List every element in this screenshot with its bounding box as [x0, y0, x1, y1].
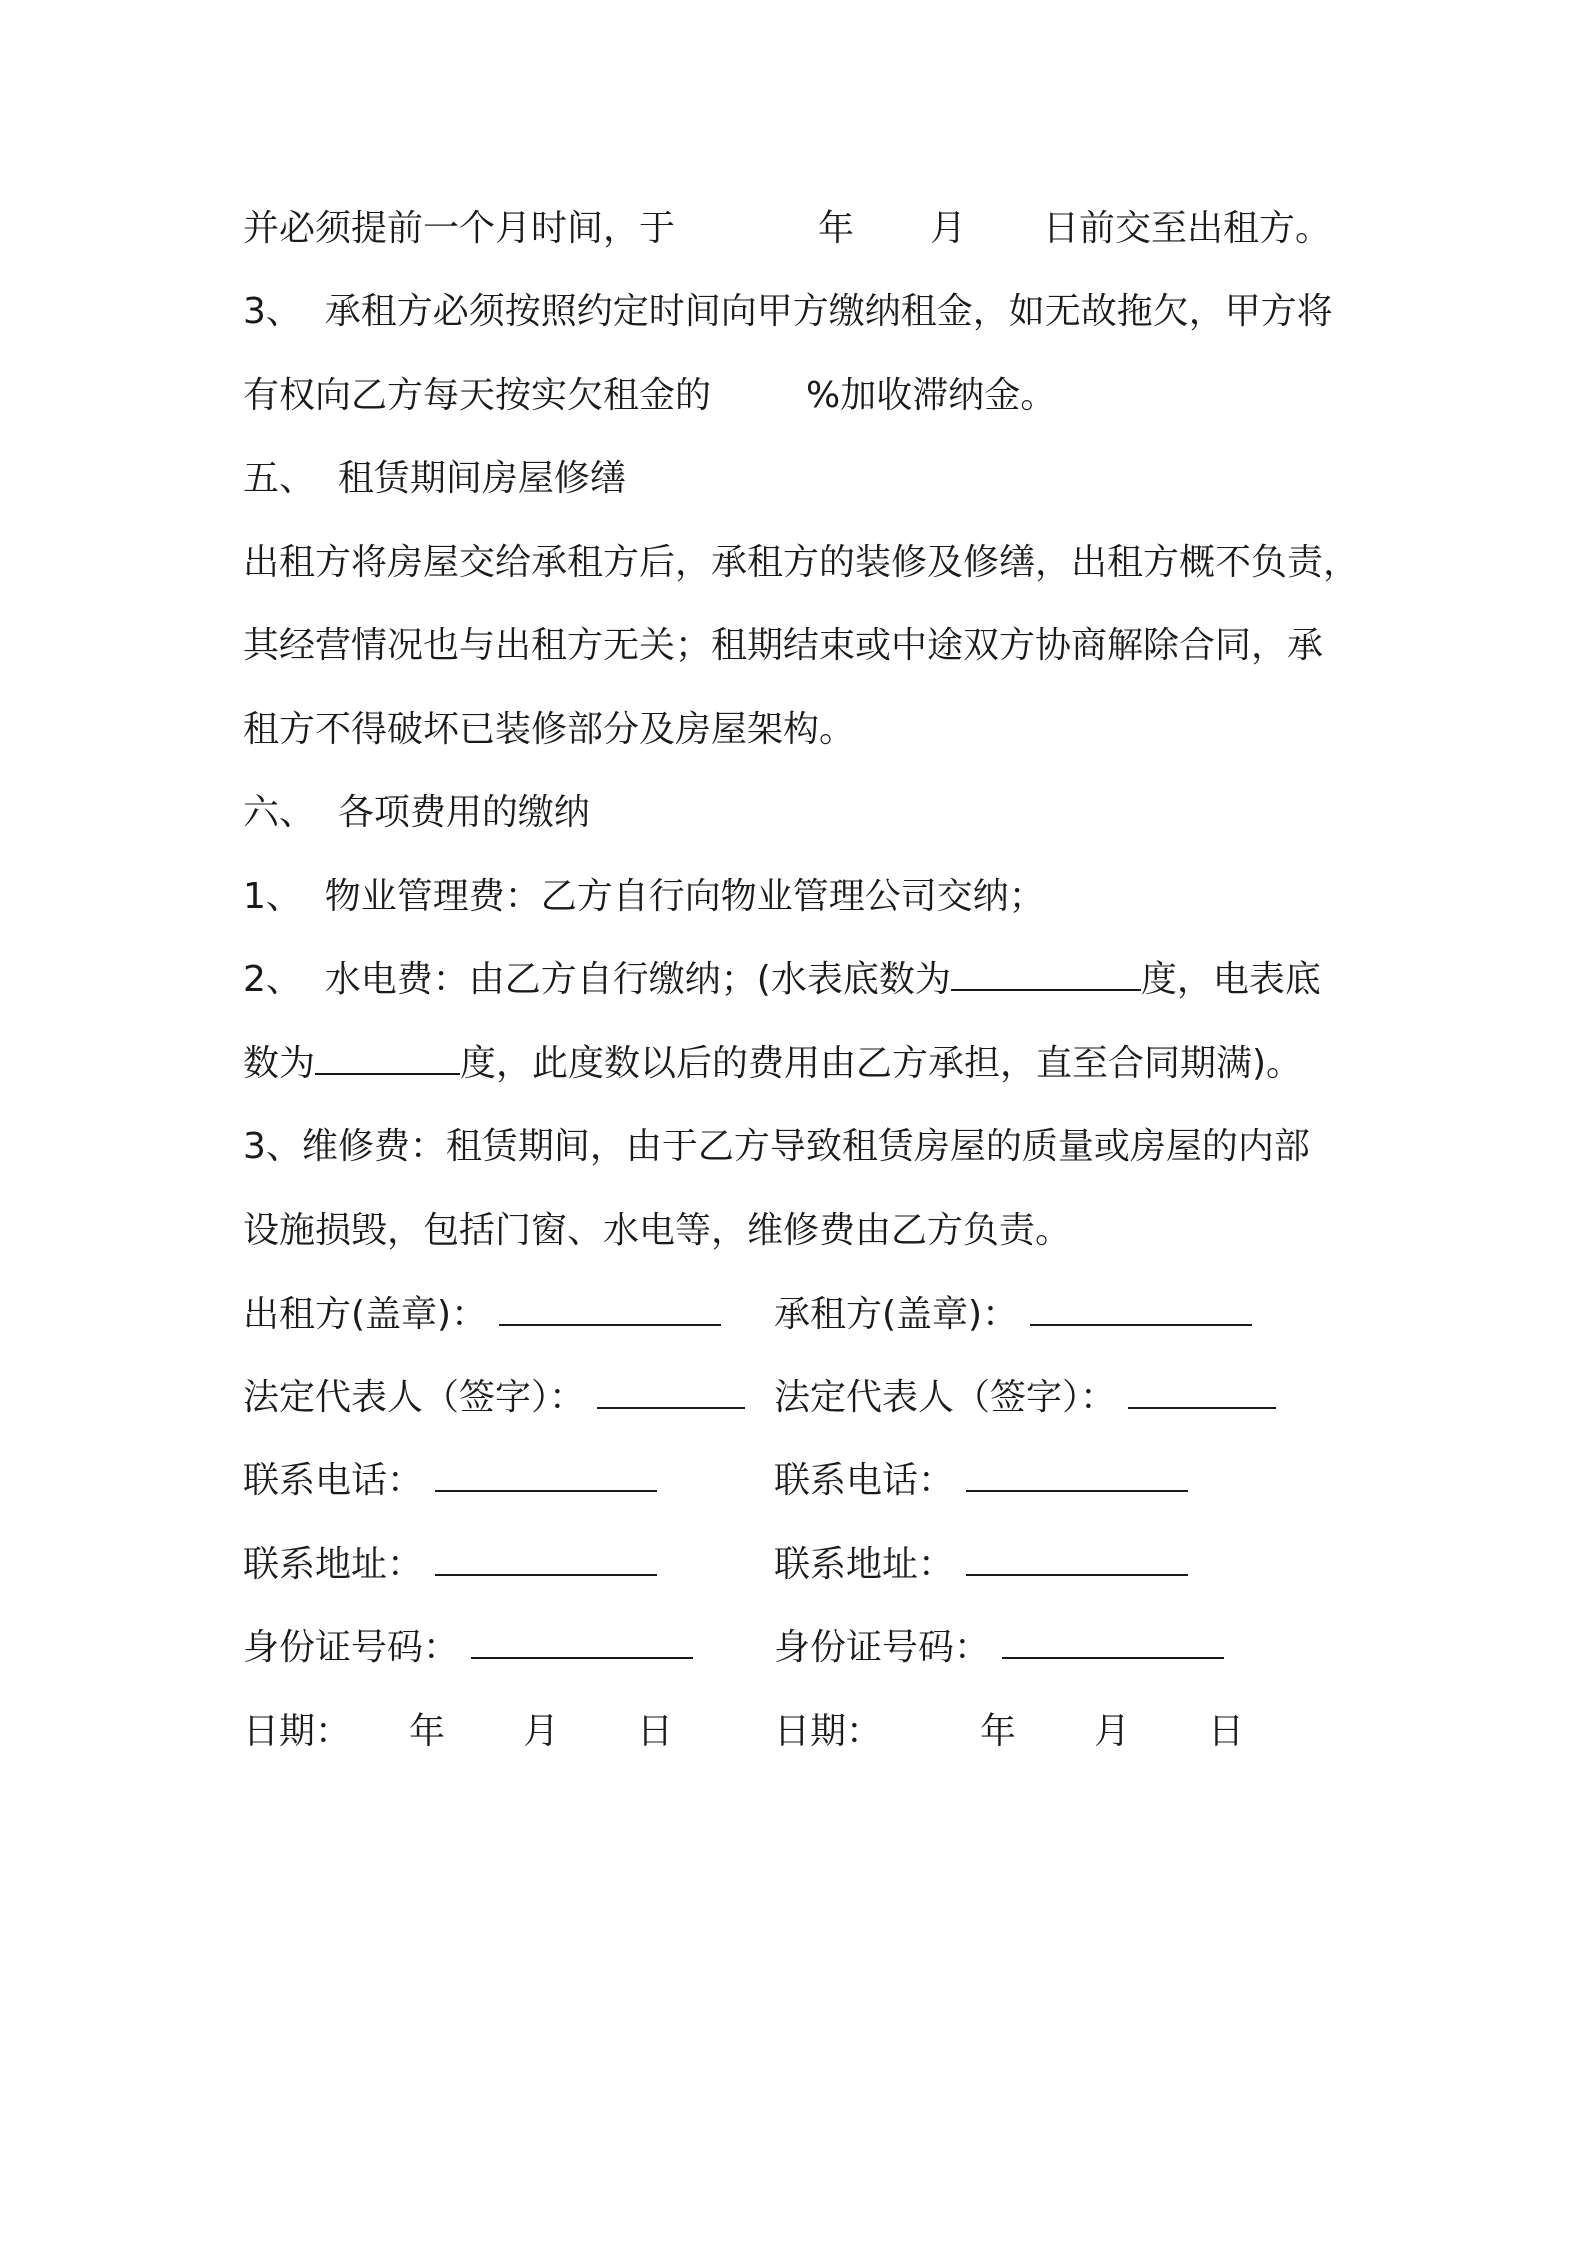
lessor-seal-blank — [499, 1294, 721, 1326]
signature-row-phone — [243, 1459, 1373, 1503]
lessee-seal-blank — [1030, 1294, 1252, 1326]
paragraph-rent-clause-3: 3、 承租方必须按照约定时间向甲方缴纳租金，如无故拖欠，甲方将 — [243, 291, 1333, 332]
text-segment: 数为 — [243, 1043, 316, 1084]
lessor-legal-rep-field: 法定代表人（签字）： — [243, 1376, 745, 1420]
paragraph-property-fee: 1、 物业管理费：乙方自行向物业管理公司交纳； — [243, 876, 1045, 917]
text-segment: 日前交至出租方。 — [1043, 208, 1332, 249]
paragraph-utilities-2 — [243, 1042, 1302, 1086]
text-segment: 度，此度数以后的费用由乙方承担，直至合同期满)。 — [460, 1043, 1303, 1084]
lessor-date-field: 日期： 年 月 日 — [243, 1711, 674, 1752]
signature-row-legal-rep — [243, 1376, 1373, 1420]
lessor-phone-field: 联系电话： — [243, 1459, 657, 1503]
paragraph-maintenance-2: 设施损毁，包括门窗、水电等，维修费由乙方负责。 — [243, 1210, 1072, 1251]
text-segment: %加收滞纳金。 — [806, 375, 1057, 416]
lessee-id-blank — [1002, 1627, 1224, 1659]
signature-row-date — [243, 1710, 1373, 1754]
lessor-address-field: 联系地址： — [243, 1543, 657, 1587]
lessor-address-blank — [435, 1544, 657, 1576]
paragraph-repair-3: 租方不得破坏已装修部分及房屋架构。 — [243, 709, 856, 750]
month-label: 月 — [930, 208, 967, 249]
text-segment: 度，电表底 — [1140, 959, 1321, 1000]
lessee-id-field: 身份证号码： — [774, 1626, 1224, 1670]
lessee-date-field: 日期： 年 月 日 — [774, 1711, 1245, 1752]
lessee-phone-blank — [966, 1460, 1188, 1492]
lessee-address-blank — [966, 1544, 1188, 1576]
lessor-id-field: 身份证号码： — [243, 1626, 693, 1670]
lessee-address-field: 联系地址： — [774, 1543, 1188, 1587]
lessor-legal-rep-blank — [597, 1377, 745, 1409]
text-segment: 有权向乙方每天按实欠租金的 — [243, 375, 712, 416]
lessee-legal-rep-field: 法定代表人（签字）： — [774, 1376, 1276, 1420]
section-heading-5: 五、 租赁期间房屋修缮 — [243, 458, 626, 499]
water-meter-blank — [951, 959, 1141, 991]
paragraph-utilities-1 — [243, 958, 1321, 1002]
text-segment: 2、 水电费：由乙方自行缴纳；(水表底数为 — [243, 959, 951, 1000]
paragraph-repair-2: 其经营情况也与出租方无关；租期结束或中途双方协商解除合同，承 — [243, 625, 1324, 666]
lessor-seal-field: 出租方(盖章)： — [243, 1293, 721, 1337]
lessor-phone-blank — [435, 1460, 657, 1492]
lessee-legal-rep-blank — [1128, 1377, 1276, 1409]
lessee-seal-field: 承租方(盖章)： — [774, 1293, 1252, 1337]
signature-row-seal — [243, 1293, 1373, 1337]
paragraph-payment-deadline — [243, 207, 1331, 251]
year-label: 年 — [818, 208, 855, 249]
paragraph-late-fee — [243, 374, 1056, 418]
lessor-id-blank — [471, 1627, 693, 1659]
section-heading-6: 六、 各项费用的缴纳 — [243, 792, 590, 833]
text-segment: 并必须提前一个月时间，于 — [243, 208, 676, 249]
lessee-phone-field: 联系电话： — [774, 1459, 1188, 1503]
signature-row-id — [243, 1626, 1373, 1670]
paragraph-repair-1: 出租方将房屋交给承租方后，承租方的装修及修缮，出租方概不负责， — [243, 542, 1360, 583]
signature-row-address — [243, 1543, 1373, 1587]
electric-meter-blank — [315, 1043, 460, 1075]
paragraph-maintenance-1: 3、维修费：租赁期间，由于乙方导致租赁房屋的质量或房屋的内部 — [243, 1126, 1310, 1167]
